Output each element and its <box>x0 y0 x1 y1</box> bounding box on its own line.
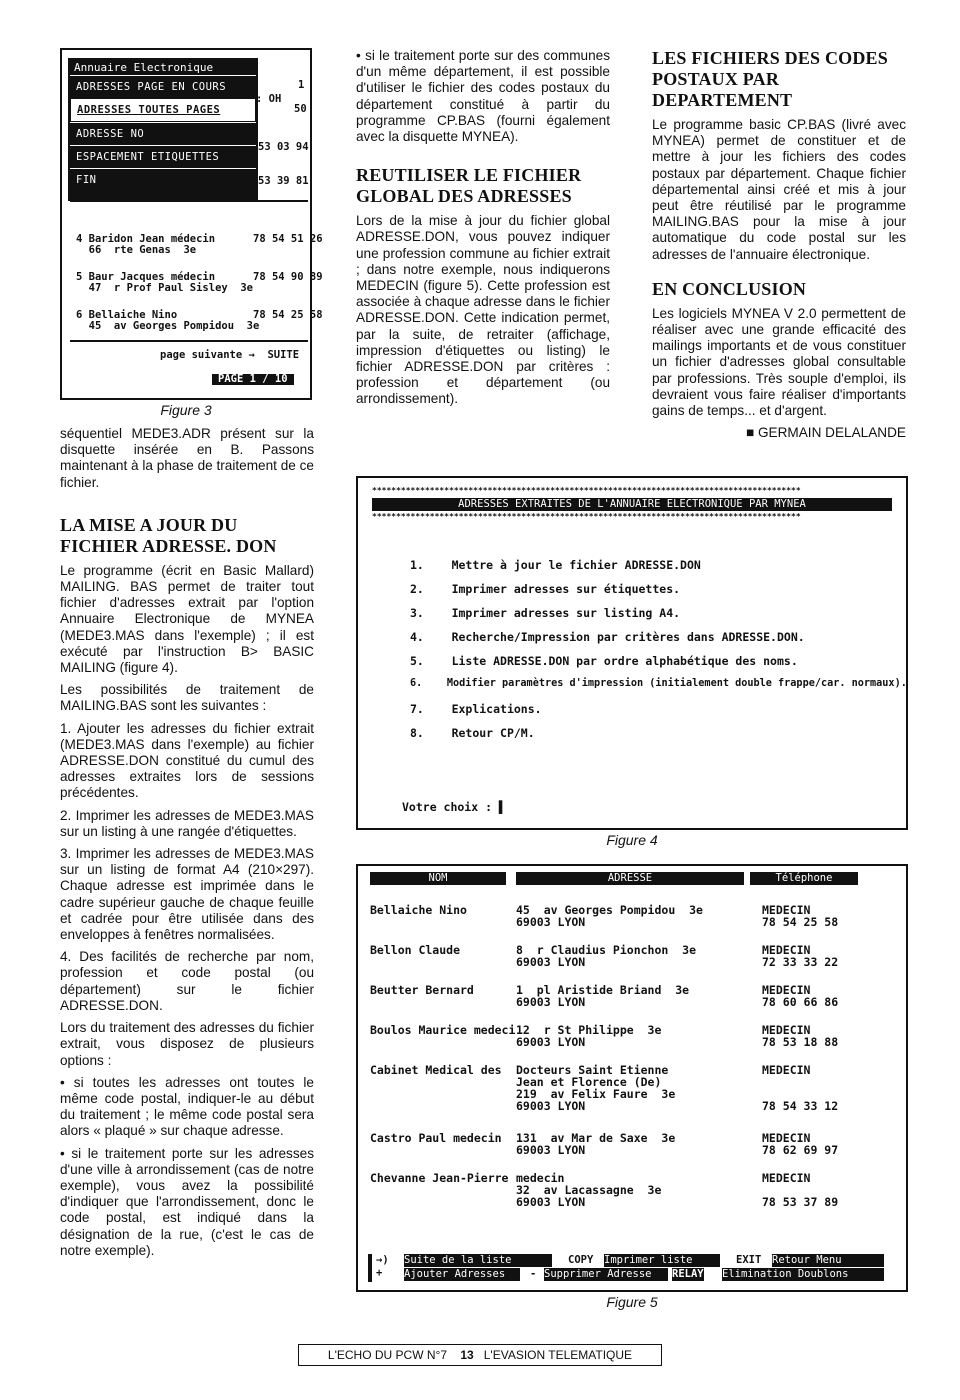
section-heading: REUTILISER LE FICHIER GLOBAL DES ADRESSES <box>356 165 582 207</box>
side-value: : OH <box>256 93 282 105</box>
magazine-name: L'ECHO DU PCW N°7 <box>327 1348 448 1362</box>
figure-3-caption: Figure 3 <box>160 402 212 418</box>
side-value: 50 <box>294 103 307 115</box>
cell-tel: MEDECIN 78 53 18 88 <box>762 1023 839 1049</box>
cell-tel: MEDECIN 78 54 33 12 <box>762 1063 839 1113</box>
page-footer <box>298 1344 662 1366</box>
minus-key: - <box>530 1268 537 1280</box>
list-item: 6 Bellaiche Nino 78 54 25 58 45 av Georges Pompidou 3e <box>76 309 323 332</box>
paragraph: • si toutes les adresses ont toutes le même code postal, indiquer-le au début du traitement ; le même code postal sera alors « plaqué » sur chaque adresse. <box>60 1074 314 1139</box>
cell-nom: Beutter Bernard <box>370 983 474 997</box>
column-1 <box>60 426 314 1265</box>
section-heading: LES FICHIERS DES CODES POSTAUX PAR DEPARTEMENT <box>652 48 888 110</box>
figure-4-caption: Figure 4 <box>606 832 658 848</box>
menu-option-1[interactable]: 1. Mettre à jour le fichier ADRESSE.DON <box>410 558 701 572</box>
paragraph: Le programme basic CP.BAS (livré avec MYNEA) permet de constituer et de mettre à jour les fichiers des codes postaux par département. Chaque fichier départemental ainsi créé et mis à jour peut être réutilisé par le programme MAILING.BAS pour la mise à jour automatique du code postal sur les adresses de l'annuaire électronique. <box>652 117 906 262</box>
paragraph: Lors de la mise à jour du fichier global ADRESSE.DON, vous pouvez indiquer une profession commune au fichier extrait ; dans notre exemple, nous indiquerons MEDECIN (figure 5). Cette profession est associée à chaque adresse dans le fichier ADRESSE.DON. Cette indication permet, par la suite, de retraiter (affichage, impression d'étiquettes ou listing) le fichier ADRESSE.DON par critères : profession et département (ou arrondissement). <box>356 213 610 407</box>
cell-adresse: Docteurs Saint Etienne Jean et Florence (De) 219 av Felix Faure 3e 69003 LYON <box>516 1063 676 1113</box>
stars-line: ***************************************************************************************** <box>372 486 801 495</box>
author-signature: ■ GERMAIN DELALANDE <box>745 425 906 441</box>
relay-key: RELAY <box>672 1268 704 1280</box>
cell-nom: Boulos Maurice medeci <box>370 1023 516 1037</box>
side-value: 1 <box>298 79 305 91</box>
side-value: 53 39 81 <box>258 175 309 187</box>
cell-nom: Bellon Claude <box>370 943 461 957</box>
menu-item-adresse-no[interactable]: ADRESSE NO <box>70 122 256 145</box>
paragraph: • si le traitement porte sur les adresses d'une ville à arrondissement (cas de notre exemple), vous avez la possibilité d'indiquer que l'arrondissement, donc le code postal, est indiqué dans la désignation de la rue, (c'est le cas de notre exemple). <box>60 1145 314 1258</box>
choice-prompt[interactable]: Votre choix : ▌ <box>402 800 506 814</box>
exit-key: EXIT <box>736 1254 762 1266</box>
elimination-doublons-button[interactable]: Elimination Doublons <box>722 1268 884 1281</box>
section-heading: LA MISE A JOUR DU FICHIER ADRESSE. DON <box>60 514 277 556</box>
cell-adresse: 1 pl Aristide Briand 3e 69003 LYON <box>516 983 690 1009</box>
page-indicator: PAGE 1 / 10 <box>212 374 294 385</box>
cell-adresse: 8 r Claudius Pionchon 3e 69003 LYON <box>516 943 697 969</box>
cell-nom: Bellaiche Nino <box>370 903 467 917</box>
section-heading: EN CONCLUSION <box>652 278 807 299</box>
list-item: 5 Baur Jacques médecin 78 54 90 89 47 r Prof Paul Sisley 3e <box>76 271 323 294</box>
copy-key: COPY <box>568 1254 594 1266</box>
supprimer-adresse-button[interactable]: Supprimer Adresse <box>544 1268 668 1281</box>
figure-3-menu <box>68 58 258 201</box>
menu-option-4[interactable]: 4. Recherche/Impression par critères dans ADRESSE.DON. <box>410 630 805 644</box>
cell-nom: Chevanne Jean-Pierre <box>370 1171 509 1185</box>
cell-tel: MEDECIN 72 33 33 22 <box>762 943 839 969</box>
paragraph: • si le traitement porte sur des communes d'un même département, il est possible d'utiliser le fichier des codes postaux du département constitué à partir du programme CP.BAS (fourni également avec la disquette MYNEA). <box>356 48 610 145</box>
paragraph: Les logiciels MYNEA V 2.0 permettent de réaliser avec une grande efficacité des mailings importants et de vous constituer un fichier d'adresses global consultable par professions. Très souple d'emploi, ils devraient vous faire réaliser d'importants gains de temps... et d'argent. <box>652 305 906 419</box>
cell-nom: Cabinet Medical des <box>370 1063 502 1077</box>
menu-option-5[interactable]: 5. Liste ADRESSE.DON par ordre alphabétique des noms. <box>410 654 798 668</box>
figure-3-screen <box>60 48 323 400</box>
stars-line: ***************************************************************************************** <box>372 512 801 521</box>
cell-adresse: medecin 32 av Lacassagne 3e 69003 LYON <box>516 1171 662 1209</box>
section-name: L'EVASION TELEMATIQUE <box>483 1348 633 1362</box>
menu-item-espacement[interactable]: ESPACEMENT ETIQUETTES <box>70 145 256 168</box>
page-number: 13 <box>460 1348 474 1362</box>
menu-option-8[interactable]: 8. Retour CP/M. <box>410 726 535 740</box>
cell-tel: MEDECIN 78 53 37 89 <box>762 1171 839 1209</box>
menu-option-6[interactable]: 6. Modifier paramètres d'impression (initialement double frappe/car. normaux). <box>410 678 907 689</box>
list-item: 4 Baridon Jean médecin 78 54 51 26 66 rte Genas 3e <box>76 233 323 256</box>
figure-4-screen <box>356 476 908 830</box>
imprimer-liste-button[interactable]: Imprimer liste <box>604 1254 720 1267</box>
paragraph: 3. Imprimer les adresses de MEDE3.MAS sur un listing de format A4 (210×297). Chaque adresse est imprimée dans le cadre supérieur gauche de chaque feuille et cadrée pour être utilisée dans des enveloppes à fenêtres normalisées. <box>60 846 314 943</box>
paragraph: Le programme (écrit en Basic Mallard) MAILING. BAS permet de traiter tout fichier d'adresses extrait par l'option Annuaire Electronique de MYNEA (MEDE3.MAS dans l'exemple) ; il est exécuté par l'instruction B> BASIC MAILING (figure 4). <box>60 562 314 676</box>
cell-adresse: 131 av Mar de Saxe 3e 69003 LYON <box>516 1131 676 1157</box>
cell-adresse: 45 av Georges Pompidou 3e 69003 LYON <box>516 903 703 929</box>
column-header-adresse: ADRESSE <box>516 872 744 885</box>
menu-option-3[interactable]: 3. Imprimer adresses sur listing A4. <box>410 606 681 620</box>
figure-5-screen <box>356 864 908 1292</box>
menu-item-adresses-page[interactable]: ADRESSES PAGE EN COURS <box>70 75 256 98</box>
nav-arrows: →) + <box>376 1254 389 1279</box>
menu-option-7[interactable]: 7. Explications. <box>410 702 542 716</box>
next-page-link[interactable]: page suivante → SUITE <box>160 349 300 361</box>
column-header-telephone: Téléphone <box>750 872 858 885</box>
cell-tel: MEDECIN 78 62 69 97 <box>762 1131 839 1157</box>
column-3 <box>652 48 906 447</box>
menu-option-2[interactable]: 2. Imprimer adresses sur étiquettes. <box>410 582 681 596</box>
suite-liste-button[interactable]: Suite de la liste <box>404 1254 552 1267</box>
figure-4-banner: ADRESSES EXTRAITES DE L'ANNUAIRE ELECTRONIQUE PAR MYNEA <box>372 498 892 511</box>
menu-item-adresses-toutes[interactable]: ADRESSES TOUTES PAGES <box>70 98 256 122</box>
paragraph: Les possibilités de traitement de MAILING.BAS sont les suivantes : <box>60 682 314 714</box>
figure-5-caption: Figure 5 <box>606 1294 658 1310</box>
cell-tel: MEDECIN 78 54 25 58 <box>762 903 839 929</box>
side-value: 53 03 94 <box>258 141 309 153</box>
paragraph: 2. Imprimer les adresses de MEDE3.MAS sur un listing à une rangée d'étiquettes. <box>60 807 314 839</box>
figure-3-menu-title: Annuaire Electronique <box>70 60 256 75</box>
paragraph: séquentiel MEDE3.ADR présent sur la disquette insérée en B. Passons maintenant à la phase de traitement de ce fichier. <box>60 426 314 490</box>
cell-tel: MEDECIN 78 60 66 86 <box>762 983 839 1009</box>
column-header-nom: NOM <box>370 872 506 885</box>
menu-item-fin[interactable]: FIN <box>70 168 256 199</box>
paragraph: 1. Ajouter les adresses du fichier extrait (MEDE3.MAS dans l'exemple) au fichier ADRESSE.DON constitué du cumul des adresses extraites lors de sessions précédentes. <box>60 720 314 801</box>
paragraph: Lors du traitement des adresses du fichier extrait, vous disposez de plusieurs options : <box>60 1020 314 1068</box>
ajouter-adresses-button[interactable]: Ajouter Adresses <box>404 1268 520 1281</box>
retour-menu-button[interactable]: Retour Menu <box>772 1254 884 1267</box>
cell-nom: Castro Paul medecin <box>370 1131 502 1145</box>
column-2 <box>356 48 610 414</box>
cell-adresse: 12 r St Philippe 3e 69003 LYON <box>516 1023 662 1049</box>
paragraph: 4. Des facilités de recherche par nom, profession et code postal (ou département) sur le fichier ADRESSE.DON. <box>60 949 314 1013</box>
